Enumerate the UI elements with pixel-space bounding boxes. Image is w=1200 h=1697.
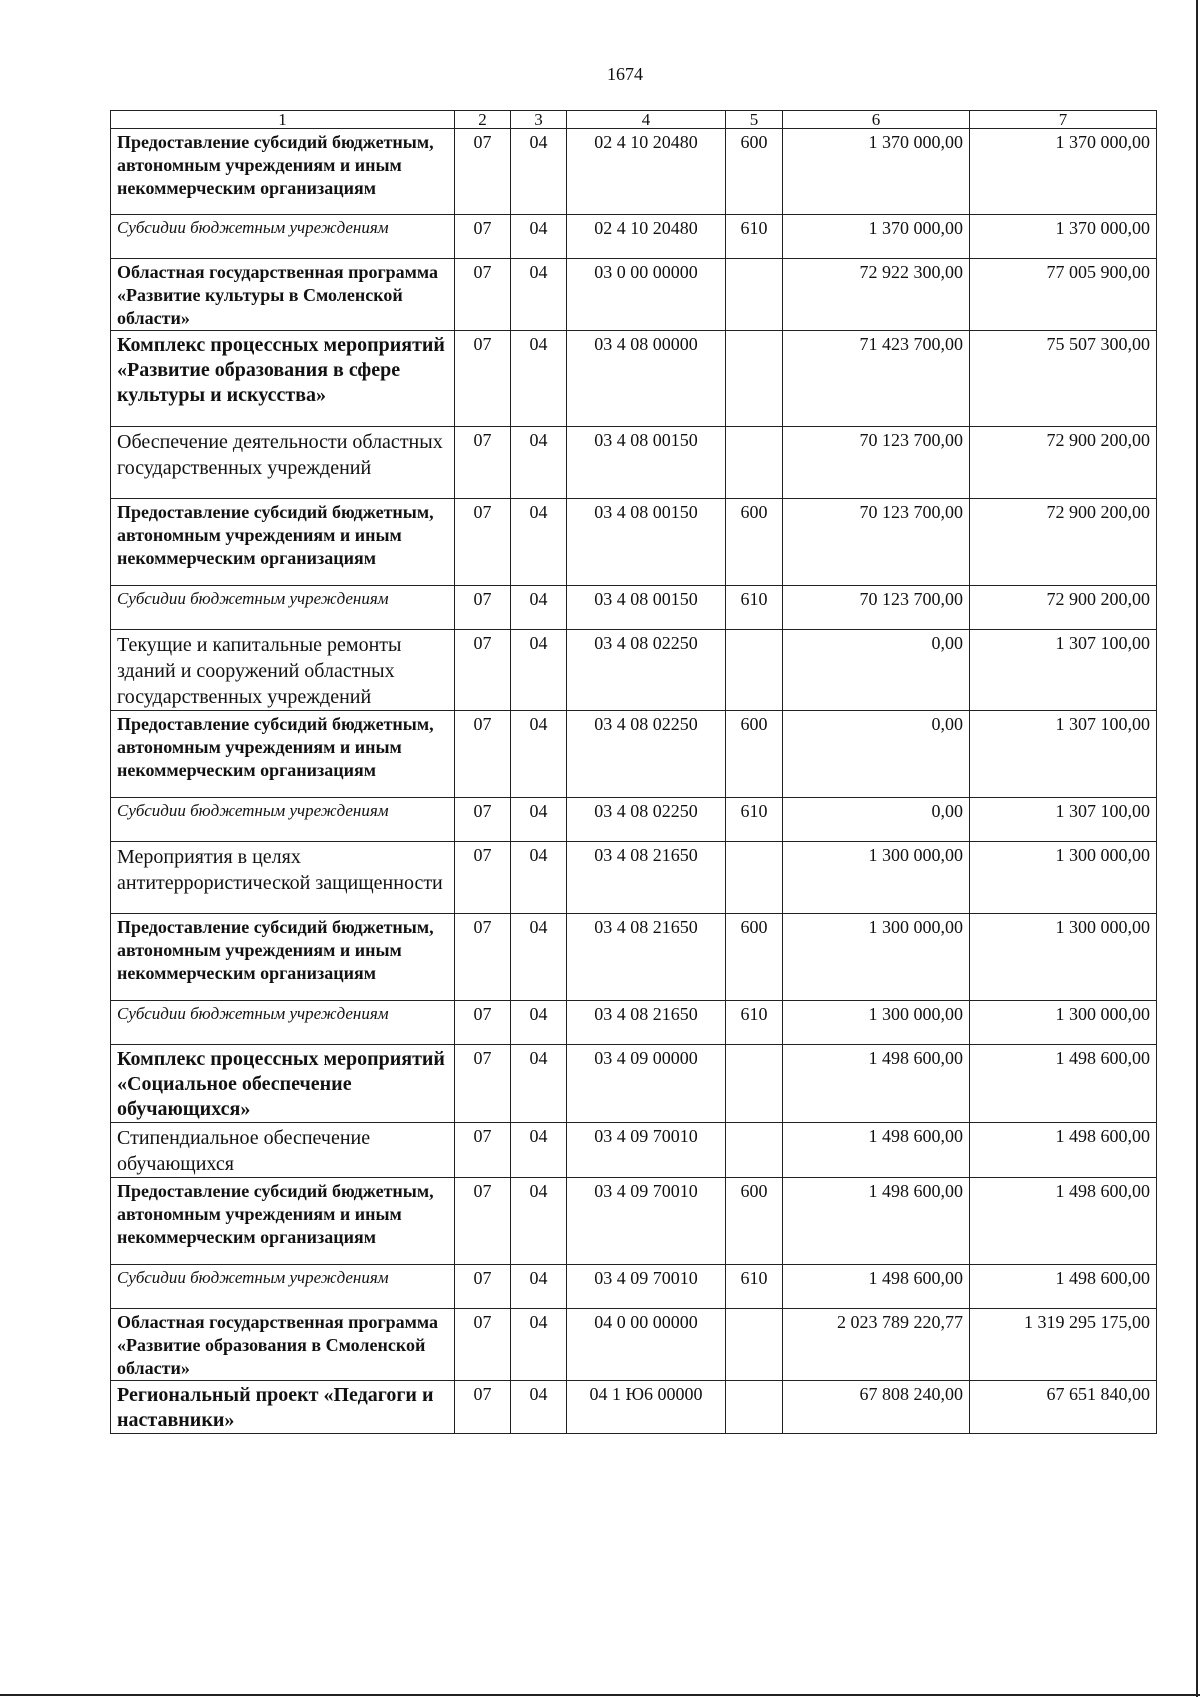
table-row (111, 259, 1157, 331)
cell-amount-year-2: 1 498 600,00 (970, 1265, 1157, 1309)
cell-name: Мероприятия в целях антитеррористической защищенности (111, 842, 455, 914)
cell-subsection: 04 (511, 1123, 567, 1178)
cell-target-article: 03 4 09 70010 (567, 1123, 726, 1178)
cell-section: 07 (455, 798, 511, 842)
cell-amount-year-1: 1 300 000,00 (783, 1001, 970, 1045)
cell-expense-type (726, 259, 783, 331)
cell-amount-year-2: 1 498 600,00 (970, 1123, 1157, 1178)
table-row (111, 1381, 1157, 1434)
table-row (111, 711, 1157, 798)
cell-amount-year-1: 1 370 000,00 (783, 129, 970, 215)
cell-name: Комплекс процессных мероприятий «Социальное обеспечение обучающихся» (111, 1045, 455, 1123)
cell-amount-year-2: 1 307 100,00 (970, 798, 1157, 842)
cell-section: 07 (455, 1178, 511, 1265)
cell-amount-year-2: 72 900 200,00 (970, 499, 1157, 586)
cell-amount-year-1: 70 123 700,00 (783, 427, 970, 499)
cell-target-article: 03 0 00 00000 (567, 259, 726, 331)
cell-subsection: 04 (511, 711, 567, 798)
cell-subsection: 04 (511, 259, 567, 331)
cell-target-article: 03 4 08 21650 (567, 914, 726, 1001)
cell-amount-year-2: 1 370 000,00 (970, 129, 1157, 215)
cell-subsection: 04 (511, 798, 567, 842)
header-col-7: 7 (970, 111, 1157, 129)
header-col-3: 3 (511, 111, 567, 129)
cell-name: Субсидии бюджетным учреждениям (111, 1001, 455, 1045)
table-row (111, 914, 1157, 1001)
cell-subsection: 04 (511, 1045, 567, 1123)
cell-amount-year-2: 1 319 295 175,00 (970, 1309, 1157, 1381)
cell-section: 07 (455, 1001, 511, 1045)
cell-amount-year-1: 1 300 000,00 (783, 842, 970, 914)
table-header-row (111, 111, 1157, 129)
cell-amount-year-1: 0,00 (783, 798, 970, 842)
cell-section: 07 (455, 1265, 511, 1309)
cell-amount-year-1: 1 498 600,00 (783, 1265, 970, 1309)
cell-section: 07 (455, 259, 511, 331)
cell-amount-year-1: 1 498 600,00 (783, 1123, 970, 1178)
cell-subsection: 04 (511, 215, 567, 259)
cell-name: Субсидии бюджетным учреждениям (111, 1265, 455, 1309)
cell-amount-year-1: 70 123 700,00 (783, 586, 970, 630)
cell-amount-year-2: 1 300 000,00 (970, 842, 1157, 914)
cell-name: Предоставление субсидий бюджетным, автономным учреждениям и иным некоммерческим организациям (111, 129, 455, 215)
cell-subsection: 04 (511, 586, 567, 630)
cell-amount-year-1: 1 498 600,00 (783, 1045, 970, 1123)
cell-name: Обеспечение деятельности областных государственных учреждений (111, 427, 455, 499)
cell-target-article: 04 0 00 00000 (567, 1309, 726, 1381)
budget-table (110, 110, 1157, 1434)
cell-amount-year-1: 1 370 000,00 (783, 215, 970, 259)
cell-expense-type: 600 (726, 711, 783, 798)
header-col-1: 1 (111, 111, 455, 129)
cell-name: Субсидии бюджетным учреждениям (111, 215, 455, 259)
cell-subsection: 04 (511, 1001, 567, 1045)
cell-expense-type (726, 630, 783, 711)
header-col-2: 2 (455, 111, 511, 129)
cell-section: 07 (455, 914, 511, 1001)
cell-amount-year-2: 1 370 000,00 (970, 215, 1157, 259)
table-row (111, 630, 1157, 711)
cell-target-article: 04 1 Ю6 00000 (567, 1381, 726, 1434)
cell-name: Комплекс процессных мероприятий «Развитие образования в сфере культуры и искусства» (111, 331, 455, 427)
cell-section: 07 (455, 499, 511, 586)
cell-expense-type (726, 1381, 783, 1434)
cell-subsection: 04 (511, 129, 567, 215)
cell-subsection: 04 (511, 1265, 567, 1309)
cell-section: 07 (455, 842, 511, 914)
cell-section: 07 (455, 1045, 511, 1123)
cell-expense-type (726, 331, 783, 427)
cell-section: 07 (455, 129, 511, 215)
cell-name: Предоставление субсидий бюджетным, автономным учреждениям и иным некоммерческим организациям (111, 914, 455, 1001)
cell-target-article: 02 4 10 20480 (567, 129, 726, 215)
table-row (111, 427, 1157, 499)
cell-expense-type: 610 (726, 215, 783, 259)
cell-subsection: 04 (511, 1381, 567, 1434)
page-bottom-edge (0, 1694, 1200, 1696)
cell-target-article: 03 4 08 00150 (567, 427, 726, 499)
cell-section: 07 (455, 215, 511, 259)
cell-expense-type: 610 (726, 586, 783, 630)
cell-subsection: 04 (511, 1309, 567, 1381)
cell-amount-year-2: 67 651 840,00 (970, 1381, 1157, 1434)
cell-section: 07 (455, 586, 511, 630)
table-row (111, 586, 1157, 630)
cell-target-article: 03 4 08 00150 (567, 499, 726, 586)
header-col-5: 5 (726, 111, 783, 129)
cell-section: 07 (455, 711, 511, 798)
cell-expense-type (726, 427, 783, 499)
cell-name: Предоставление субсидий бюджетным, автономным учреждениям и иным некоммерческим организациям (111, 499, 455, 586)
cell-expense-type: 600 (726, 129, 783, 215)
cell-amount-year-1: 70 123 700,00 (783, 499, 970, 586)
cell-amount-year-2: 1 300 000,00 (970, 914, 1157, 1001)
cell-amount-year-1: 71 423 700,00 (783, 331, 970, 427)
cell-section: 07 (455, 331, 511, 427)
cell-name: Региональный проект «Педагоги и наставники» (111, 1381, 455, 1434)
cell-target-article: 03 4 08 02250 (567, 630, 726, 711)
cell-target-article: 03 4 09 70010 (567, 1178, 726, 1265)
cell-expense-type: 610 (726, 798, 783, 842)
cell-amount-year-2: 1 307 100,00 (970, 711, 1157, 798)
cell-target-article: 03 4 08 21650 (567, 842, 726, 914)
cell-expense-type (726, 1045, 783, 1123)
table-row (111, 1309, 1157, 1381)
cell-name: Субсидии бюджетным учреждениям (111, 586, 455, 630)
cell-section: 07 (455, 1381, 511, 1434)
cell-amount-year-1: 2 023 789 220,77 (783, 1309, 970, 1381)
cell-expense-type (726, 1123, 783, 1178)
cell-subsection: 04 (511, 499, 567, 586)
page-number: 1674 (607, 64, 643, 84)
cell-amount-year-1: 72 922 300,00 (783, 259, 970, 331)
cell-amount-year-2: 1 307 100,00 (970, 630, 1157, 711)
cell-target-article: 03 4 08 02250 (567, 798, 726, 842)
table-row (111, 1123, 1157, 1178)
cell-subsection: 04 (511, 630, 567, 711)
cell-subsection: 04 (511, 914, 567, 1001)
cell-amount-year-2: 75 507 300,00 (970, 331, 1157, 427)
table-row (111, 798, 1157, 842)
cell-expense-type: 600 (726, 914, 783, 1001)
cell-name: Областная государственная программа «Развитие образования в Смоленской области» (111, 1309, 455, 1381)
cell-section: 07 (455, 1309, 511, 1381)
table-row (111, 1178, 1157, 1265)
cell-section: 07 (455, 1123, 511, 1178)
cell-target-article: 03 4 09 70010 (567, 1265, 726, 1309)
cell-name: Областная государственная программа «Развитие культуры в Смоленской области» (111, 259, 455, 331)
cell-amount-year-2: 1 498 600,00 (970, 1045, 1157, 1123)
cell-expense-type (726, 842, 783, 914)
table-row (111, 129, 1157, 215)
cell-name: Предоставление субсидий бюджетным, автономным учреждениям и иным некоммерческим организациям (111, 1178, 455, 1265)
cell-amount-year-1: 0,00 (783, 711, 970, 798)
cell-subsection: 04 (511, 842, 567, 914)
cell-expense-type: 600 (726, 1178, 783, 1265)
cell-subsection: 04 (511, 427, 567, 499)
cell-target-article: 02 4 10 20480 (567, 215, 726, 259)
cell-expense-type (726, 1309, 783, 1381)
cell-name: Предоставление субсидий бюджетным, автономным учреждениям и иным некоммерческим организациям (111, 711, 455, 798)
cell-expense-type: 610 (726, 1265, 783, 1309)
table-row (111, 499, 1157, 586)
cell-target-article: 03 4 08 00150 (567, 586, 726, 630)
cell-target-article: 03 4 08 02250 (567, 711, 726, 798)
cell-amount-year-1: 1 300 000,00 (783, 914, 970, 1001)
cell-subsection: 04 (511, 1178, 567, 1265)
table-row (111, 1001, 1157, 1045)
table-row (111, 1265, 1157, 1309)
cell-amount-year-2: 77 005 900,00 (970, 259, 1157, 331)
cell-target-article: 03 4 08 21650 (567, 1001, 726, 1045)
cell-amount-year-2: 1 498 600,00 (970, 1178, 1157, 1265)
cell-name: Текущие и капитальные ремонты зданий и сооружений областных государственных учреждений (111, 630, 455, 711)
table-body (111, 129, 1157, 1434)
table-row (111, 1045, 1157, 1123)
cell-name: Стипендиальное обеспечение обучающихся (111, 1123, 455, 1178)
cell-expense-type: 600 (726, 499, 783, 586)
cell-expense-type: 610 (726, 1001, 783, 1045)
cell-amount-year-2: 1 300 000,00 (970, 1001, 1157, 1045)
cell-subsection: 04 (511, 331, 567, 427)
cell-section: 07 (455, 427, 511, 499)
cell-target-article: 03 4 08 00000 (567, 331, 726, 427)
header-col-4: 4 (567, 111, 726, 129)
table-row (111, 215, 1157, 259)
table-row (111, 331, 1157, 427)
cell-section: 07 (455, 630, 511, 711)
cell-amount-year-1: 67 808 240,00 (783, 1381, 970, 1434)
table-row (111, 842, 1157, 914)
cell-amount-year-1: 1 498 600,00 (783, 1178, 970, 1265)
cell-amount-year-1: 0,00 (783, 630, 970, 711)
header-col-6: 6 (783, 111, 970, 129)
page-right-edge (1196, 0, 1198, 1697)
cell-name: Субсидии бюджетным учреждениям (111, 798, 455, 842)
cell-target-article: 03 4 09 00000 (567, 1045, 726, 1123)
cell-amount-year-2: 72 900 200,00 (970, 586, 1157, 630)
cell-amount-year-2: 72 900 200,00 (970, 427, 1157, 499)
